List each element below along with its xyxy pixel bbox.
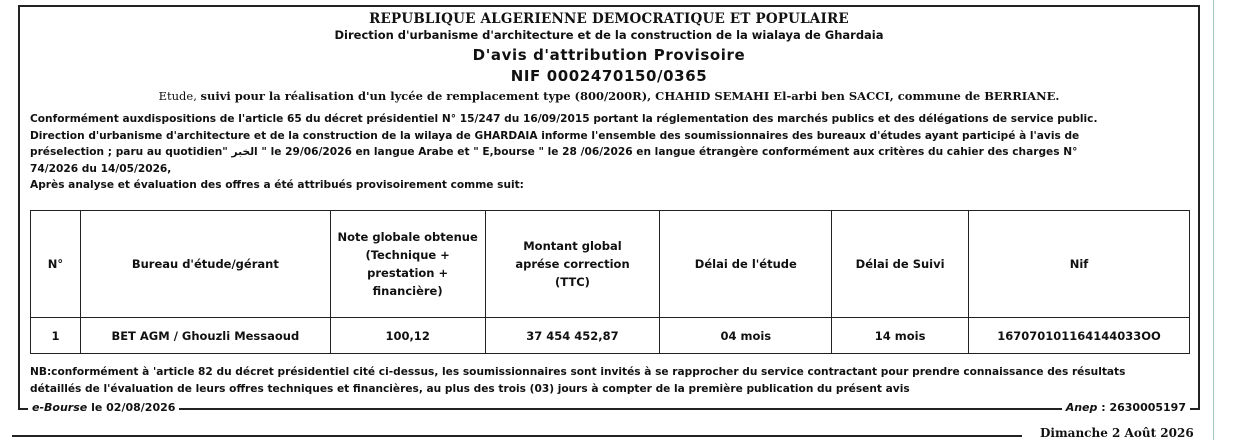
header-montant-l2: aprése correction [515,257,630,271]
header-note-l1: Note globale obtenue [337,230,478,244]
cell-bureau: BET AGM / Ghouzli Messaoud [80,318,330,354]
source-name: e-Bourse [32,401,88,414]
nif-title: NIF 0002470150/0365 [510,67,708,85]
etude-text: suivi pour la réalisation d'un lycée de remplacement type (800/200R), CHAHID SEMAHI El-arbi ben SACCI, commune de BERRIANE. [200,89,1060,103]
page-date: Dimanche 2 Août 2026 [1040,426,1194,440]
republic-title: REPUBLIQUE ALGERIENNE DEMOCRATIQUE ET POPULAIRE [369,11,849,27]
intro-paragraph [30,111,1192,194]
frame-tick [1198,395,1200,403]
header-montant [485,211,660,318]
para-line-4: 74/2026 du 14/05/2026, [30,162,172,175]
cell-note: 100,12 [330,318,485,354]
header-delai-etude: Délai de l'étude [660,211,832,318]
para-line-5: Après analyse et évaluation des offres a été attribués provisoirement comme suit: [30,179,524,191]
direction-title: Direction d'urbanisme d'architecture et de la construction de la wialaya de Ghardaia [334,28,884,42]
nb-note [30,364,1195,398]
page-bottom-rule [12,435,1022,437]
header-delai-suivi: Délai de Suivi [832,211,969,318]
award-table [30,210,1190,354]
page-edge-line [1213,0,1214,440]
nb-line-2: détaillés de l'évaluation de leurs offres techniques et financières, au plus des trois (03) jours à compter de la première publication du présent avis [30,383,910,395]
cell-no: 1 [31,318,81,354]
header-nif: Nif [969,211,1190,318]
cell-delai-etude: 04 mois [660,318,832,354]
cell-nif: 167070101164144033OO [969,318,1190,354]
table-header-row [31,211,1190,318]
header-montant-l3: (TTC) [555,275,590,289]
cell-montant: 37 454 452,87 [485,318,660,354]
cell-delai-suivi: 14 mois [832,318,969,354]
anep-value: : 2630005197 [1101,401,1186,414]
table-row [31,318,1190,354]
header-note [330,211,485,318]
para-line-2: Direction d'urbanisme d'architecture et de la construction de la wilaya de GHARDAIA informe l'ensemble des soumissionnaires des bureaux d'études ayant participé à l'avis de [30,129,1080,142]
para-line-3: préselection ; paru au quotidien" الخبر " le 29/06/2026 en langue Arabe et " E,bourse " le 28 /06/2026 en langue étrangère conformément aux critères du cahier des charges N° [30,146,1078,158]
para-line-1: Conformément auxdispositions de l'article 65 du décret présidentiel N° 15/247 du 16/09/2015 portant la réglementation des marchés publics et des délégations de service public. [30,113,1098,125]
header-montant-l1: Montant global [523,239,622,253]
anep-label: Anep [1065,401,1098,414]
header-note-l4: financière) [372,284,443,298]
header-note-l2: (Technique + [365,248,450,262]
etude-prefix: Etude, [158,89,197,103]
avis-title: D'avis d'attribution Provisoire [472,46,746,64]
header-no: N° [31,211,81,318]
source-date: le 02/08/2026 [91,401,176,414]
announcement-frame [18,5,1200,414]
anep-reference [1062,401,1190,414]
etude-line [20,89,1198,103]
header-note-l3: prestation + [367,266,449,280]
source-credit [28,401,179,414]
header-bureau: Bureau d'étude/gérant [80,211,330,318]
nb-line-1: NB:conformément à 'article 82 du décret présidentiel cité ci-dessus, les soumissionnaires sont invités à se rapprocher du service contractant pour prendre connaissance des résultats [30,366,1126,378]
